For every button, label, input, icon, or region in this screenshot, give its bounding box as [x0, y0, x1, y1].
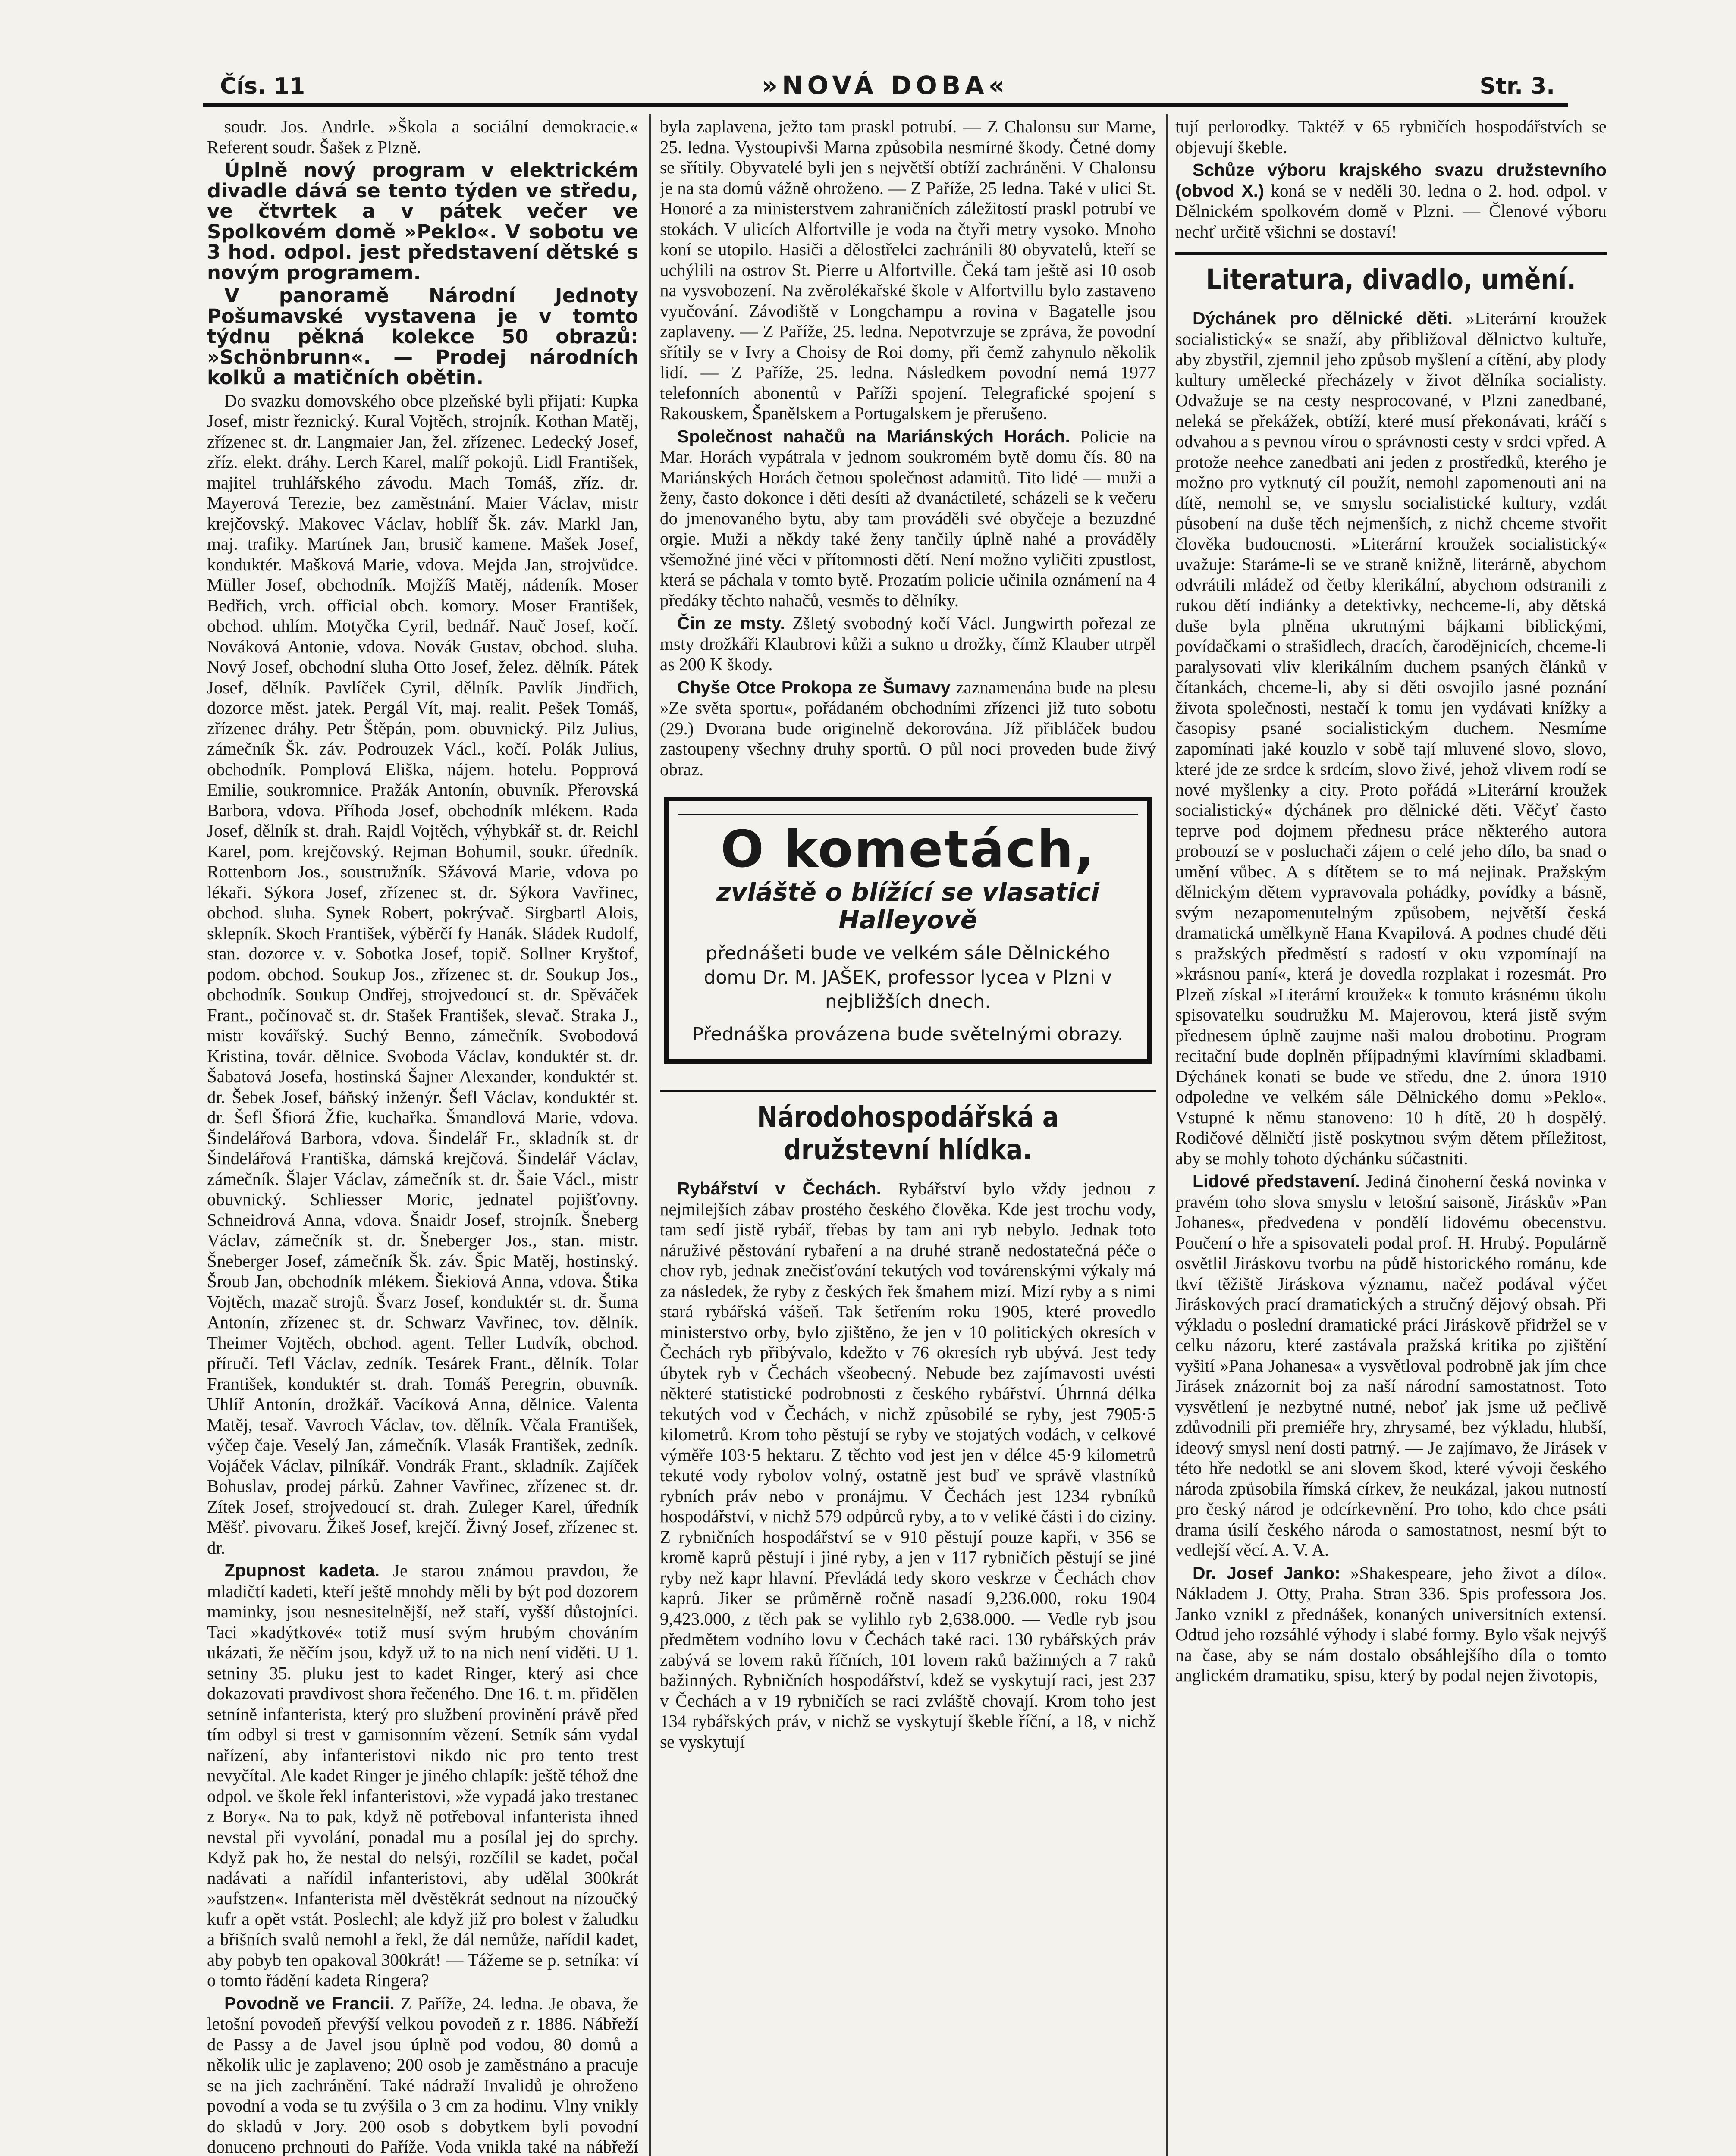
article-paragraph	[207, 391, 638, 1558]
article-paragraph	[207, 285, 638, 388]
column-1	[207, 116, 638, 2156]
article-text: »Literární kroužek socialistický« se snaží, aby přibližoval dělnictvo kultuře, aby zbystřil, zjemnil jeho způsob myšlení a cítění, aby plody kultury umělecké přecházely v život dělníka socialisty. Odvažuje se na cesty nesprocované, v Plzni zanedbané, neleká se překážek, obtíží, které musí překonávati, kráčí s odvahou a s pevnou vírou o správnosti cesty v srdci vpřed. A protože neehce zanedbati ani jeden z prostředků, kterého je možno pro vytknutý cíl použít, nemohl zapomenouti ani na dítě, nemohl se, ve smyslu socialistické kultury, vzdát působení na duše těch nejmenších, z nichž chceme stvořit člověka budoucnosti. »Literární kroužek socialistický« uvažuje: Staráme-li se ve straně knižně, literárně, abychom odvrátili mládež od četby klerikální, abychom odstranili z rukou dětí indiánky a detektivky, nechceme-li, aby dětská duše byla plněna ukrutnými bájkami biblickými, povídačkami o strašidlech, dracích, čarodějnicích, chceme-li paralysovati vliv klerikálním duchem psaných článků v čítankách, chceme-li, aby si děti osvojilo jasné poznání života společnosti, nestačí k tomu jen vydávati knížky a časopisy psané socialistickým duchem. Nesmíme zapomínati jaké kouzlo v sobě tají mluvené slovo, slovo, které jde ze srdce k srdcím, slovo živé, jehož vlivem rodí se nové myšlenky a city. Proto pořádá »Literární kroužek socialistický« dýchánek pro dělnické děti. Věčyť často teprve pod dojmem přednesu práce některého autora probouzí se v posluchači zájem o celé jeho dílo, ba snad o umění vůbec. A s dítětem se to má nejinak. Pražským dělnickým dětem vypravovala pohádky, povídky a básně, svým nezapomenutelným způsobem, největší česká dramatická umělkyně Hana Kvapilová. A podnes chudé děti s pražských předměstí s radostí v oku vzpomínají na »krásnou paní«, která je dovedla rozplakat i rozesmát. Pro Plzeň získal »Literární kroužek« k tomuto krásnému úkolu spisovatelku soudružku M. Majerovou, která jistě svým přednesem úplně zaujme naši malou drobotinu. Program recitační bude doplněn příjpadnými klavírními skladbami. Dýchánek konati se bude ve středu, dne 2. února 1910 odpoledne ve velkém sále Dělnického domu »Peklo«. Vstupné k němu stanoveno: 10 h dítě, 20 h dospělý. Rodičové dělničtí jistě poskytnou svým dětem příležitost, aby se mohly tohoto dýchánku súčastniti.	[1175, 308, 1607, 1168]
column-3-top	[1175, 116, 1607, 242]
column-2	[660, 116, 1156, 2156]
article-text: Z Paříže, 24. ledna. Je obava, že letošní povodeň převýší velkou povodeň z r. 1886. Nábřeží de Passy a de Javel jsou úplně pod vodou, 80 domů a několik ulic je zaplaveno; 200 osob je zaměstnáno a pracuje se na jich zachránění. Také nádraží Invalidů je ohroženo povodní a voda se tu zvýšila o 3 cm za hodinu. Vlny vnikly do skladů v Jory. 200 osob s dobytkem byli povodní donuceno prchnouti do Paříže. Voda vnikla také na nábřeží	[207, 1993, 638, 2156]
article-paragraph	[660, 426, 1156, 611]
article-text: Do svazku domovského obce plzeňské byli přijati: Kupka Josef, mistr řeznický. Kural Vojtěch, strojník. Kothan Matěj, zřízenec st. dr. Langmaier Jan, žel. zřízenec. Ledecký Josef, zříz. elekt. dráhy. Lerch Karel, malíř pokojů. Lidl František, majitel truhlářského závodu. Mach Tomáš, zříz. dr. Mayerová Terezie, bez zaměstnání. Maier Václav, mistr krejčovský. Makovec Václav, hoblíř Šk. záv. Markl Jan, maj. trafiky. Martínek Jan, brusič kamene. Mašek Josef, konduktér. Mašková Marie, vdova. Mejda Jan, strojvůdce. Müller Josef, obchodník. Mojžíš Matěj, nádeník. Moser Bedřich, vrch. official obch. komory. Moser František, obchod. uhlím. Motyčka Cyril, bednář. Nauč Josef, kočí. Nováková Antonie, vdova. Novák Gustav, obchod. sluha. Nový Josef, obchodní sluha Otto Josef, želez. dělník. Pátek Josef, dělník. Pavlíček Cyril, dělník. Pavlík Jindřich, dozorce měst. jatek. Pergál Vít, maj. realit. Pešek Tomáš, zřízenec dráhy. Petr Štěpán, pom. obuvnický. Pilz Julius, zámečník Šk. záv. Podrouzek Václ., kočí. Polák Julius, obchodník. Pomplová Eliška, nájem. hotelu. Popprová Emilie, soukromnice. Pražák Antonín, obuvník. Přerovská Barbora, vdova. Příhoda Josef, obchodník mlékem. Rada Josef, dělník st. drah. Rajdl Vojtěch, výhybkář st. dr. Reichl Karel, pom. krejčovský. Rejman Bohumil, soukr. úředník. Rottenborn Jos., soustružník. Sžávová Marie, vdova po lékaři. Sýkora Josef, zřízenec st. dr. Sýkora Vavřinec, obchod. sluha. Synek Robert, pokrývač. Sirgbartl Alois, sklepník. Skoch František, výběrčí fy Hanák. Sládek Rudolf, stan. dozorce v. v. Sobotka Josef, topič. Sollner Kryštof, podom. obchod. Soukup Jos., zřízenec st. dr. Soukup Jos., obchodník. Soukup Ondřej, strojvedoucí st. dr. Spěváček Frant., počínovač st. dr. Stašek František, slevač. Straka J., mistr kovářský. Suchý Benno, zámečník. Svobodová Kristina, továr. dělnice. Svoboda Václav, konduktér st. dr. Šabatová Josefa, hostinská Šajner Alexander, konduktér st. dr. Šebek Josef, báňský inženýr. Šefl Václav, konduktér st. dr. Šefl Šfiorá Žfie, kuchařka. Šmandlová Marie, vdova. Šindelářová Barbora, vdova. Šindelář Fr., skladník st. dr Šindelářová Františka, dámská krejčová. Šindelář Václav, zámečník. Šlajer Václav, zámečník st. dr. Šaie Václ., mistr obuvnický. Schliesser Moric, jednatel pojišťovny. Schneidrová Anna, vdova. Šnaidr Josef, strojník. Šneberg Václav, zámečník st. dr. Šneberger Jos., stan. mistr. Šneberger Josef, zámečník Šk. záv. Špic Matěj, hostinský. Šroub Jan, obchodník mlékem. Šiekiová Anna, vdova. Štika Vojtěch, mazač strojů. Švarz Josef, konduktér st. dr. Šuma Antonín, zřízenec st. dr. Schwarz Vavřinec, tov. dělník. Theimer Vojtěch, obchod. agent. Teller Ludvík, obchod. příručí. Tefl Václav, zedník. Tesárek Frant., dělník. Tolar František, konduktér st. drah. Tomáš Peregrin, obuvník. Uhlíř Antonín, drožkář. Vacíková Anna, dělnice. Valenta Matěj, tesař. Vavroch Václav, tov. dělník. Včala František, výčep čaje. Veselý Jan, zámečník. Vlasák František, zedník. Vojáček Václav, pilníkář. Vondrák Frant., skladník. Zajíček Bohuslav, prodej párků. Zahner Vavřinec, zřízenec st. dr. Zítek Josef, strojvedoucí st. drah. Zuleger Karel, úředník Měšť. pivovaru. Žikeš Josef, krejčí. Živný Josef, zřízenec st. dr.	[207, 390, 638, 1557]
lecture-advertisement	[664, 797, 1152, 1064]
article-paragraph	[660, 677, 1156, 780]
page-header	[203, 65, 1568, 103]
article-text: Jediná činoherní česká novinka v pravém toho slova smyslu v letošní saisoně, Jiráskův »Pan Johanes«, předvedena v pondělí lidovému obecenstvu. Poučení o hře a spisovateli podal prof. H. Hrubý. Populárně osvětlil Jiráskovu tvorbu na půdě historického románu, kde tkví těžiště Jiráskova významu, načež podával výčet Jiráskových prací dramatických a stručný dějový obsah. Při výkladu o poslední dramatické práci Jiráskově přidržel se v celku názoru, které zastávala pražská kritika po zjištění vyšití »Pana Johanesa« a vysvětloval podrobně jak jím chce Jirásek znázornit boj za naší národní samostatnost. Toto vysvětlení je nezbytné nutné, neboť jak jsme už pečlivě zdůvodnili při premiéře hry, zhrysamé, bez výkladu, hlubší, ideový smysl není dosti patrný. — Je zajímavo, že Jirásek v této hře nedotkl se ani slovem škod, které vývoji českého národa způsobila římská církev, že neukázal, jakou nutností pro český národ je odcírkevnění. Pro toho, kdo chce psáti drama úsilí českého národa o samostatnost, nesmí být to vedlejší věcí. A. V. A.	[1175, 1171, 1607, 1560]
article-text: Rybářství bylo vždy jednou z nejmilejších zábav prostého českého člověka. Kde jest trochu vody, tam sedí jistě rybář, třebas by tam ani ryb nebylo. Jednak toto náruživé pěstování rybaření a na druhé straně nedostatečná péče o chov ryb, jednak znečisťování tekutých vod továrenskými výkaly má za následek, že ryby z českých řek šmahem mizí. Mizí ryby a s nimi stará rybářská vášeň. Tak šetřením roku 1905, které provedlo ministerstvo orby, bylo zjištěno, že jen v 10 politických okresích v Čechách ryb přibývalo, kdežto v 76 okresích ryb ubývá. Jest tedy úbytek ryb v Čechách všeobecný. Nebude bez zajímavosti uvésti některé statistické podrobnosti z českého rybářství. Úhrnná délka tekutých vod v Čechách, v nichž způsobilé se ryby, jest 7905·5 kilometrů. Krom toho pěstují se ryby ve stojatých vodách, v celkové výměře 103·5 hektaru. Z těchto vod jest jen v délce 45·9 kilometrů tekuté vody rybolov volný, ostatně jest buď ve správě vlastníků rybních práv nebo v pronájmu. V Čechách jest 1234 rybníků hospodářství, v nichž 579 odpůrců ryby, a to v veliké části i do ciziny. Z rybničních hospodářství se v 910 pěstují pouze kapři, v 356 se kromě kaprů pěstují i jiné ryby, a jen v 117 rybničích pěstují se jiné ryby než kapr hlavní. Převládá tedy skoro veskrze v Čechách chov kaprů. Jiker se průměrně ročně nasadí 9,236.000, roku 1904 9,423.000, z těch pak se vylihlo ryb 2,638.000. — Vedle ryb jsou předmětem vodního lovu v Čechách také raci. 130 rybářských práv zabývá se lovem raků říčních, 101 lovem raků bažinných a 7 raků bažinných. Rybničních hospodářství, kdež se vyskytují raci, jest 237 v Čechách a v 19 rybničích se raci zvláště chovají. Krom toho jest 134 rybářských práv, v nichž se vyskytují škeble říční, a 18, v nichž se vyskytují	[660, 1178, 1156, 1752]
column-3-bottom	[1175, 308, 1607, 1686]
article-paragraph	[1175, 1563, 1607, 1686]
article-text: Policie na Mar. Horách vypátrala v jednom soukromém bytě domu čís. 80 na Mariánských Horách četnou společnost adamitů. Tito lidé — muži a ženy, často dokonce i děti desíti až dvanáctileté, scházeli se k večeru do jmenovaného bytu, aby tam prováděli své obyčeje a bezuzdné orgie. Muži a někdy také ženy tančily úplně nahé a prováděly všemožné jiné věci v přítomnosti dětí. Není možno vyličiti zpustlost, která se páchala v tomto bytě. Prozatím policie učinila oznámení na 4 předáky těchto nahačů, vesměs to dělníky.	[660, 426, 1156, 610]
article-lead: Dýchánek pro dělnické děti.	[1193, 308, 1453, 328]
article-lead: Schůze výboru krajského svazu družstevního (obvod X.)	[1175, 160, 1607, 201]
article-text: tují perlorodky. Taktéž v 65 rybničích hospodářstvích se objevují škeble.	[1175, 116, 1607, 157]
article-text: koná se v neděli 30. ledna o 2. hod. odpol. v Dělnickém spolkovém domě v Plzni. — Členové výboru nechť určitě všichni se dostaví!	[1175, 180, 1607, 241]
article-text: Zšletý svobodný kočí Václ. Jungwirth pořezal ze msty drožkáři Klaubrovi kůži a sukno u drožky, čímž Klauber utrpěl as 200 K škody.	[660, 613, 1156, 674]
column-1-body	[207, 116, 638, 2156]
header-rule	[203, 103, 1568, 107]
article-paragraph	[1175, 1171, 1607, 1561]
column-2-top	[660, 116, 1156, 780]
ad-subtitle-name: Halleyově	[838, 905, 977, 934]
ad-body: přednášeti bude ve velkém sále Dělnického domu Dr. M. JAŠEK, professor lycea v Plzni v nejbližších dnech.	[703, 943, 1112, 1012]
section-heading-economy: Národohospodářská a družstevní hlídka.	[757, 1100, 1059, 1166]
article-paragraph	[207, 1561, 638, 1991]
article-lead: Dr. Josef Janko:	[1193, 1563, 1340, 1583]
article-paragraph	[1175, 160, 1607, 242]
article-paragraph	[1175, 116, 1607, 157]
article-lead: Lidové představení.	[1193, 1171, 1360, 1191]
article-text: byla zaplavena, ježto tam praskl potrubí. — Z Chalonsu sur Marne, 25. ledna. Vystoupivši Marna způsobila nesmírné škody. Četné domy se sřítily. Obyvatelé byli jen s největší obtíží zachráněni. V Chalonsu je na sta domů vážně ohroženo. — Z Paříže, 25 ledna. Také v ulici St. Honoré a za ministerstvem zahraničních záležitostí praskl potrubí ve stokách. V ulicích Alfortville je voda na čtyři metry vysoko. Mnoho koní se utopilo. Hasiči a dělostřelci zachránili 80 obyvatelů, kteří se uchýlili na ostrov St. Pierre u Alfortville. Čeká tam ještě asi 10 osob na vysvobození. Na zvěrolékařské škole v Alfortvillu bylo zastaveno vyučování. Závodiště v Longchampu a rovina v Bagatelle jsou zaplaveny. — Z Paříže, 25. ledna. Nepotvrzuje se zpráva, že povodní sřítily se v Ivry a Choisy de Roi domy, při čemž zahynulo několik lidí. — Z Paříže, 25. ledna. Následkem povodní nemá 1977 telefonních abonentů v Paříži spojení. Telegrafické spojení s Rakouskem, Španělskem a Portugalskem je přerušeno.	[660, 116, 1156, 423]
article-text: »Shakespeare, jeho život a dílo«. Nákladem J. Otty, Praha. Stran 336. Spis professora Jos. Janko vznikl z přednášek, konaných universitních extensí. Odtud jeho rozsáhlé výhody i slabé formy. Bylo však nejvýš na čase, aby se nám dostalo obsáhlejšího díla o tomto anglickém dramatiku, spisu, který by podal nejen životopis,	[1175, 1563, 1607, 1685]
section-rule	[660, 1090, 1156, 1092]
article-paragraph	[207, 1993, 638, 2156]
article-paragraph	[660, 116, 1156, 424]
article-paragraph	[660, 613, 1156, 675]
column-2-bottom	[660, 1178, 1156, 1752]
article-lead: Zpupnost kadeta.	[224, 1561, 380, 1580]
masthead-title: »NOVÁ DOBA«	[761, 71, 1009, 100]
article-text: Je starou známou pravdou, že mladičtí kadeti, kteří ještě mnohdy měli by být pod dozorem maminky, jsou nesnesitelnější, než staří, vyšší důstojníci. Taci »kadýtkové« totiž musí svým hrubým chováním ukázati, že něčím jsou, když už to na nich není viděti. U 1. setniny 35. pluku jest to kadet Ringer, který asi chce dokazovati pravdivost shora řečeného. Dne 16. t. m. přidělen setníně infanterista, který pro službení provinění právě před tím odbyl si trest v garnisonním vězení. Setník sám vydal nařízení, aby infanteristovi nikdo nic pro tento trest nevyčítal. Ale kadet Ringer je jiného chlapík: ještě téhož dne odpol. ve škole řekl infanteristovi, »že vypadá jako trestanec z Bory«. Na to pak, když ně potřeboval infanterista ihned nevstal při vyvolání, ponadal mu a posílal jej do sprchy. Když pak ho, že nestal do nelsýi, rozčílil se kadet, počal nadávati a nařídil infanteristovi, aby udělal 300krát »aufstzen«. Infanterista měl dvěstěkrát sednout na nízoučký kufr a opět vstát. Poslechl; ale když již pro bolest v žaludku a břišních svalů nemohl a řekl, že dál nemůže, nařídil kadet, aby pobyb ten opakoval 300krát! — Tážeme se p. setníka: ví o tomto řádění kadeta Ringera?	[207, 1561, 638, 1990]
article-lead: Čin ze msty.	[677, 613, 785, 633]
column-divider	[1166, 114, 1168, 2156]
page-number: Str. 3.	[1479, 73, 1555, 99]
issue-number: Čís. 11	[220, 73, 305, 99]
article-text: soudr. Jos. Andrle. »Škola a sociální demokracie.« Referent soudr. Šašek z Plzně.	[207, 116, 638, 157]
column-divider	[649, 114, 651, 2156]
article-lead: Povodně ve Francii.	[224, 1993, 395, 2013]
article-text: V panoramě Národní Jednoty Pošumavské vystavena je v tomto týdnu pěkná kolekce 50 obrazů: »Schönbrunn«. — Prodej národních kolků a matičních obětin.	[207, 284, 638, 389]
column-3	[1175, 116, 1607, 2156]
ad-ornament-top	[678, 809, 1138, 820]
article-paragraph	[207, 160, 638, 283]
article-paragraph	[660, 1178, 1156, 1752]
article-text: Úplně nový program v elektrickém divadle dává se tento týden ve středu, ve čtvrtek a v pátek večer ve Spolkovém domě »Peklo«. V sobotu ve 3 hod. odpol. jest představení dětské s novým programem.	[207, 159, 638, 284]
article-lead: Společnost nahačů na Mariánských Horách.	[677, 426, 1070, 446]
ad-footer: Přednáška provázena bude světelnými obrazy.	[692, 1024, 1124, 1045]
ad-subtitle: zvláště o blížící se vlasatici	[716, 877, 1100, 907]
section-heading-culture: Literatura, divadlo, umění.	[1206, 263, 1576, 296]
article-lead: Rybářství v Čechách.	[677, 1178, 881, 1198]
section-rule	[1175, 252, 1607, 255]
article-text: zaznamenána bude na plesu »Ze světa sportu«, pořádaném obchodními zřízenci již tuto sobotu (29.) Dvorana bude originelně dekorována. Jíž přibláček budou zastoupeny všechny druhy sportů. O půl noci proveden bude živý obraz.	[660, 677, 1156, 779]
article-paragraph	[207, 116, 638, 157]
article-paragraph	[1175, 308, 1607, 1169]
article-lead: Chyše Otce Prokopa ze Šumavy	[677, 677, 951, 697]
ad-title: O kometách,	[720, 819, 1096, 879]
